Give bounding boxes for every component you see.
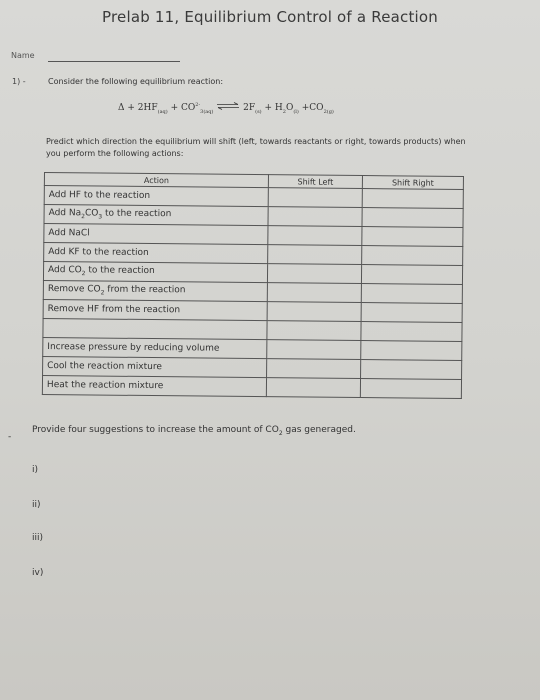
shift-left-cell[interactable] [268,245,362,265]
equilibrium-equation: $\Delta + 2HF_{(aq)} + CO^{2-}_{3(aq)}$ $2F_{(s)} + H_2O_{(l)} +CO_{2(g)}$ [118,102,334,115]
shift-right-cell[interactable] [361,265,462,285]
action-cell: Heat the reaction mixture [42,375,266,396]
shift-right-cell[interactable] [362,208,463,228]
eq-hf: 2HF [137,103,158,113]
table-row [42,375,461,398]
question-1-prompt: Consider the following equilibrium reaction: [48,77,224,86]
action-cell: Remove HF from the reaction [43,299,267,320]
shift-right-cell[interactable] [361,303,462,323]
shift-left-cell[interactable] [268,226,362,246]
action-cell: Cool the reaction mixture [43,356,267,377]
header-shift-left: Shift Left [268,175,362,189]
question-1-number: 1) - [12,77,26,86]
shift-left-cell[interactable] [267,302,361,322]
name-label: Name [11,51,35,60]
action-cell: Add $Na_2CO_3$ to the reaction [44,205,268,226]
answer-item-iii: iii) [32,533,44,543]
answer-item-ii: ii) [32,500,41,510]
shift-left-cell[interactable] [267,340,361,360]
eq-carbonate: CO [181,103,196,113]
equilibrium-arrows-icon [216,102,240,113]
action-cell: Increase pressure by reducing volume [43,337,267,358]
header-action: Action [44,173,268,188]
action-cell [43,318,267,339]
shift-left-cell[interactable] [267,321,361,341]
shift-left-cell[interactable] [268,188,362,208]
shift-left-cell[interactable] [267,264,361,284]
shift-left-cell[interactable] [267,359,361,379]
shift-right-cell[interactable] [361,360,462,380]
action-cell: Add KF to the reaction [44,243,268,264]
header-shift-right: Shift Right [362,176,463,190]
shift-left-cell[interactable] [267,283,361,303]
action-cell: Remove $CO_2$ from the reaction [43,280,267,301]
shift-right-cell[interactable] [362,227,463,247]
eq-co2: CO [309,103,324,113]
shift-right-cell[interactable] [360,379,461,399]
shift-right-cell[interactable] [361,284,462,304]
equilibrium-shift-table [42,172,464,399]
shift-right-cell[interactable] [362,189,463,209]
question-2-prompt: Provide four suggestions to increase the amount of $CO_2$ gas generaged. [32,425,356,437]
shift-left-cell[interactable] [266,378,360,398]
answer-item-iv: iv) [32,568,44,578]
eq-water: H [274,103,283,113]
eq-fluoride: 2F [243,103,256,113]
eq-delta: Δ [118,103,125,113]
answer-item-i: i) [32,465,39,475]
action-cell: Add HF to the reaction [44,186,268,207]
name-blank-line[interactable] [48,61,180,62]
shift-right-cell[interactable] [361,341,462,361]
action-cell: Add NaCl [44,224,268,245]
predict-instructions: Predict which direction the equilibrium will shift (left, towards reactants or right, towards products) when you perform the following actions: [46,137,466,158]
page-title: Prelab 11, Equilibrium Control of a Reaction [102,8,438,26]
question-2-dash: - [8,432,12,442]
shift-right-cell[interactable] [362,246,463,266]
shift-right-cell[interactable] [361,322,462,342]
shift-left-cell[interactable] [268,207,362,227]
action-cell: Add $CO_2$ to the reaction [43,262,267,283]
